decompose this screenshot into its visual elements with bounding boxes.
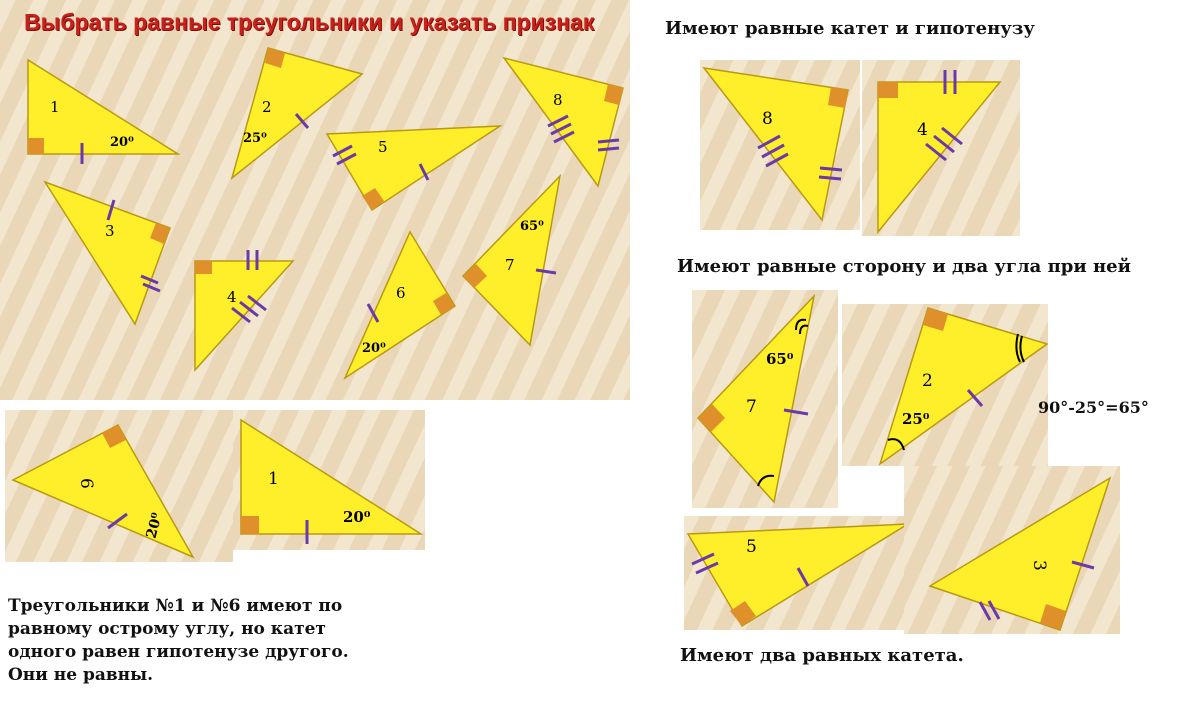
triangle-number: 4: [917, 120, 928, 140]
triangle-number: 3: [105, 222, 115, 240]
triangle-number: 7: [746, 397, 757, 417]
triangle-3-svg: [904, 466, 1120, 634]
panel-triangle-3: [904, 466, 1120, 634]
angle-label: 20⁰: [110, 135, 134, 150]
panel-triangle-2: [842, 304, 1048, 466]
triangle-8: [704, 68, 848, 220]
triangle-number: 5: [378, 138, 388, 156]
note-line: равному острому углу, но катет: [8, 619, 326, 639]
page-title: Выбрать равные треугольники и указать признак: [24, 9, 595, 35]
triangle-4: [878, 82, 1000, 232]
right-angle-marker: [195, 261, 212, 274]
triangle-2: [880, 308, 1047, 464]
note-line: Треугольники №1 и №6 имеют по: [8, 596, 343, 616]
angle-label: 20⁰: [362, 341, 386, 356]
triangle-number: 6: [76, 478, 96, 489]
panel-triangle-7: [692, 290, 838, 508]
triangle-5: [688, 524, 908, 626]
right-angle-marker: [828, 87, 848, 108]
tick-mark: [819, 177, 841, 179]
angle-label: 20⁰: [343, 508, 371, 526]
triangle-1-svg: [233, 410, 425, 550]
triangle-number: 4: [227, 288, 237, 306]
triangle-number: 1: [268, 469, 279, 489]
right-angle-marker: [878, 82, 898, 98]
angle-label: 20⁰: [143, 511, 166, 541]
note-line: Они не равны.: [8, 665, 154, 685]
triangle-2-svg: [842, 304, 1048, 466]
angle-label: 25⁰: [243, 131, 267, 146]
tick-mark: [820, 168, 842, 170]
note-line: одного равен гипотенузе другого.: [8, 642, 349, 662]
triangle-number: 8: [762, 109, 773, 129]
tick-mark: [598, 140, 619, 142]
panel-triangle-4: [862, 60, 1020, 236]
triangle-number: 1: [50, 98, 60, 116]
panel-triangle-8: [700, 60, 860, 230]
heading-side-two-angles: Имеют равные сторону и два угла при ней: [677, 256, 1131, 277]
triangle-3: [45, 182, 170, 324]
triangle-number: 2: [262, 98, 272, 116]
main-triangles-svg: [0, 0, 630, 400]
triangle-number: 5: [746, 537, 757, 557]
angle-label: 65⁰: [766, 350, 794, 368]
right-angle-marker: [28, 138, 44, 154]
heading-leg-hypotenuse: Имеют равные катет и гипотенузу: [665, 18, 1035, 39]
triangle-5-svg: [684, 516, 910, 630]
panel-triangle-5: [684, 516, 910, 630]
triangle-3: [930, 478, 1110, 630]
triangle-8: [504, 58, 623, 186]
triangle-6-svg: [5, 410, 233, 562]
panel-triangle-1: [233, 410, 425, 550]
angle-label: 25⁰: [902, 410, 930, 428]
angle-label: 65⁰: [520, 219, 544, 234]
conclusion-note: [8, 595, 438, 687]
triangle-number: 3: [1029, 560, 1049, 571]
heading-two-legs: Имеют два равных катета.: [680, 645, 964, 666]
triangle-number: 7: [505, 256, 515, 274]
triangle-7-svg: [692, 290, 838, 508]
triangle-5: [327, 126, 500, 210]
tick-mark: [598, 148, 619, 150]
triangle-number: 8: [553, 91, 563, 109]
triangle-6: [13, 425, 193, 557]
triangle-number: 2: [922, 371, 933, 391]
triangle-8-svg: [700, 60, 860, 230]
triangle-4-svg: [862, 60, 1020, 236]
right-angle-marker: [241, 516, 259, 534]
main-triangles-panel: [0, 0, 630, 400]
panel-triangle-6: [5, 410, 233, 562]
angle-formula: 90°-25°=65°: [1038, 398, 1149, 417]
triangle-number: 6: [396, 284, 406, 302]
